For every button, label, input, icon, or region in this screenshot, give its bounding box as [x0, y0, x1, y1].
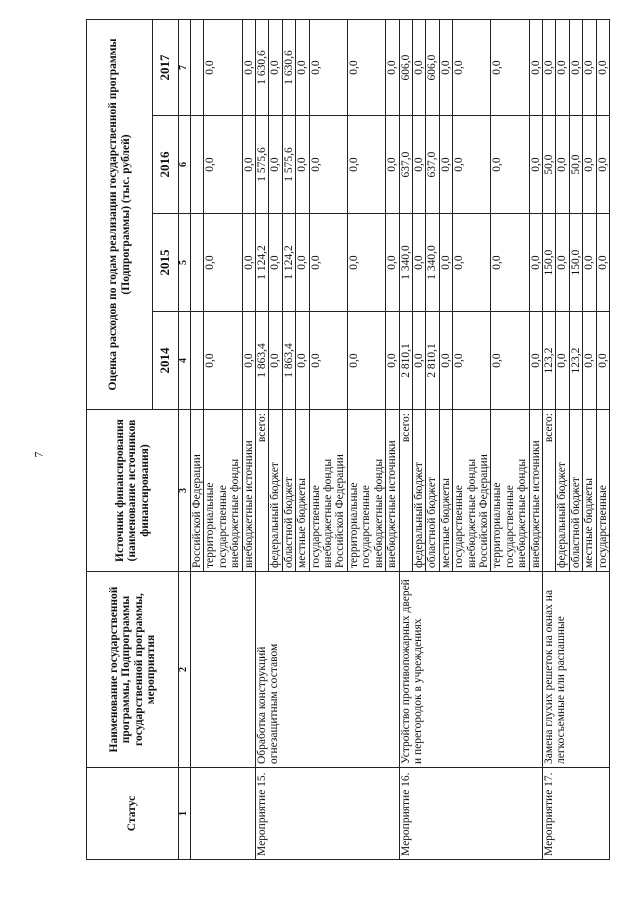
value-cell: 1 340,0	[399, 214, 412, 312]
value-cell: 0,0	[529, 116, 542, 214]
page-number: 7	[31, 451, 46, 458]
column-number: 2	[179, 572, 191, 768]
source-cell: федеральный бюджет	[556, 410, 569, 572]
value-cell: 637,0	[426, 116, 439, 214]
value-cell: 0,0	[439, 116, 452, 214]
header-year: 2014	[153, 312, 179, 410]
table-row	[256, 20, 269, 860]
value-cell: 0,0	[204, 20, 242, 116]
source-cell: территориальные государственные внебюджетные фонды	[204, 410, 242, 572]
value-cell: 0,0	[491, 116, 529, 214]
value-cell: 1 340,0	[426, 214, 439, 312]
table-row	[191, 20, 204, 860]
value-cell: 1 124,2	[256, 214, 269, 312]
value-cell: 0,0	[529, 312, 542, 410]
value-cell: 0,0	[583, 20, 596, 116]
value-cell: 0,0	[439, 214, 452, 312]
value-cell: 0,0	[204, 312, 242, 410]
value-cell: 0,0	[269, 116, 282, 214]
value-cell: 0,0	[412, 312, 425, 410]
value-cell: 0,0	[556, 20, 569, 116]
source-cell: территориальные государственные внебюджетные фонды	[491, 410, 529, 572]
source-cell: внебюджетные источники	[386, 410, 399, 572]
value-cell: 0,0	[453, 20, 491, 116]
value-cell: 0,0	[242, 214, 255, 312]
value-cell: 1 630,6	[256, 20, 269, 116]
value-cell: 0,0	[596, 116, 609, 214]
source-cell: областной бюджет	[426, 410, 439, 572]
column-number: 4	[179, 312, 191, 410]
source-cell: всего:	[542, 410, 555, 572]
value-cell: 0,0	[556, 312, 569, 410]
value-cell: 0,0	[583, 214, 596, 312]
activity-status: Мероприятие 17.	[542, 768, 609, 860]
value-cell: 0,0	[439, 20, 452, 116]
value-cell: 0,0	[556, 116, 569, 214]
value-cell: 0,0	[439, 312, 452, 410]
value-cell: 50,0	[542, 116, 555, 214]
value-cell: 0,0	[296, 214, 309, 312]
header-estimate: Оценка расходов по годам реализации государственной программы (Подпрограммы) (тыс. рублей)	[87, 20, 153, 410]
value-cell: 606,0	[399, 20, 412, 116]
value-cell: 1 124,2	[282, 214, 295, 312]
header-year: 2016	[153, 116, 179, 214]
source-cell: федеральный бюджет	[269, 410, 282, 572]
source-cell: государственные	[596, 410, 609, 572]
value-cell: 606,0	[426, 20, 439, 116]
activity-status: Мероприятие 15.	[256, 768, 399, 860]
value-cell: 0,0	[491, 214, 529, 312]
value-cell: 0,0	[386, 214, 399, 312]
header-year: 2015	[153, 214, 179, 312]
value-cell: 0,0	[453, 312, 491, 410]
source-cell: местные бюджеты	[296, 410, 309, 572]
value-cell: 1 863,4	[282, 312, 295, 410]
value-cell: 0,0	[529, 20, 542, 116]
value-cell: 1 863,4	[256, 312, 269, 410]
activity-status: Мероприятие 16.	[399, 768, 542, 860]
value-cell	[191, 312, 204, 410]
value-cell: 0,0	[309, 20, 347, 116]
value-cell: 0,0	[347, 312, 385, 410]
value-cell: 0,0	[386, 116, 399, 214]
header-name: Наименование государственной программы, Подпрограммы государственной программы, мероприятия	[87, 572, 179, 768]
activity-name: Обработка конструкций огнезащитным составом	[256, 572, 399, 768]
source-cell: областной бюджет	[282, 410, 295, 572]
value-cell: 0,0	[453, 214, 491, 312]
value-cell: 0,0	[596, 20, 609, 116]
table-row	[399, 20, 412, 860]
table-row	[542, 20, 555, 860]
value-cell: 0,0	[269, 312, 282, 410]
activity-name: Замена глухих решеток на окнах на легкосъемные или распашные	[542, 572, 609, 768]
value-cell: 0,0	[296, 312, 309, 410]
value-cell: 0,0	[596, 312, 609, 410]
value-cell: 0,0	[542, 20, 555, 116]
source-cell: местные бюджеты	[439, 410, 452, 572]
value-cell: 0,0	[412, 20, 425, 116]
value-cell: 637,0	[399, 116, 412, 214]
value-cell: 0,0	[583, 312, 596, 410]
column-number: 7	[179, 20, 191, 116]
value-cell: 0,0	[412, 116, 425, 214]
value-cell: 150,0	[569, 214, 582, 312]
value-cell: 0,0	[242, 312, 255, 410]
column-number: 3	[179, 410, 191, 572]
value-cell: 0,0	[296, 116, 309, 214]
value-cell: 1 575,6	[282, 116, 295, 214]
source-cell: всего:	[399, 410, 412, 572]
value-cell: 1 630,6	[282, 20, 295, 116]
column-number: 1	[179, 768, 191, 860]
source-cell: внебюджетные источники	[529, 410, 542, 572]
value-cell: 0,0	[453, 116, 491, 214]
value-cell: 0,0	[296, 20, 309, 116]
table-body	[191, 20, 610, 860]
header-source: Источник финансирования (наименование источников финансирования)	[87, 410, 179, 572]
name-cell	[191, 572, 256, 768]
source-cell: Российской Федерации	[191, 410, 204, 572]
source-cell: государственные внебюджетные фонды Российской Федерации	[453, 410, 491, 572]
source-cell: всего:	[256, 410, 269, 572]
value-cell: 0,0	[529, 214, 542, 312]
header-year: 2017	[153, 20, 179, 116]
value-cell	[191, 214, 204, 312]
value-cell: 0,0	[347, 20, 385, 116]
column-number: 5	[179, 214, 191, 312]
value-cell: 50,0	[569, 116, 582, 214]
value-cell: 0,0	[556, 214, 569, 312]
value-cell: 0,0	[242, 116, 255, 214]
value-cell: 0,0	[269, 20, 282, 116]
value-cell: 123,2	[569, 312, 582, 410]
value-cell: 0,0	[347, 116, 385, 214]
column-number: 6	[179, 116, 191, 214]
value-cell: 0,0	[386, 312, 399, 410]
value-cell: 0,0	[309, 214, 347, 312]
value-cell: 0,0	[412, 214, 425, 312]
value-cell: 0,0	[242, 20, 255, 116]
value-cell: 0,0	[204, 214, 242, 312]
value-cell	[191, 116, 204, 214]
value-cell: 0,0	[386, 20, 399, 116]
value-cell: 0,0	[204, 116, 242, 214]
header-status: Статус	[87, 768, 179, 860]
activity-name: Устройство противопожарных дверей и перегородок в учреждениях	[399, 572, 542, 768]
value-cell: 150,0	[542, 214, 555, 312]
source-cell: государственные внебюджетные фонды Российской Федерации	[309, 410, 347, 572]
value-cell: 0,0	[309, 116, 347, 214]
source-cell: федеральный бюджет	[412, 410, 425, 572]
source-cell: местные бюджеты	[583, 410, 596, 572]
source-cell: внебюджетные источники	[242, 410, 255, 572]
value-cell: 0,0	[583, 116, 596, 214]
value-cell: 0,0	[596, 214, 609, 312]
source-cell: областной бюджет	[569, 410, 582, 572]
rotated-table-container	[86, 20, 626, 860]
value-cell: 1 575,6	[256, 116, 269, 214]
value-cell	[191, 20, 204, 116]
source-cell: территориальные государственные внебюджетные фонды	[347, 410, 385, 572]
value-cell: 0,0	[569, 20, 582, 116]
value-cell: 0,0	[491, 20, 529, 116]
expenditure-table	[86, 19, 610, 860]
value-cell: 0,0	[347, 214, 385, 312]
value-cell: 0,0	[491, 312, 529, 410]
value-cell: 2 810,1	[399, 312, 412, 410]
value-cell: 123,2	[542, 312, 555, 410]
value-cell: 0,0	[269, 214, 282, 312]
value-cell: 0,0	[309, 312, 347, 410]
value-cell: 2 810,1	[426, 312, 439, 410]
status-cell	[191, 768, 256, 860]
